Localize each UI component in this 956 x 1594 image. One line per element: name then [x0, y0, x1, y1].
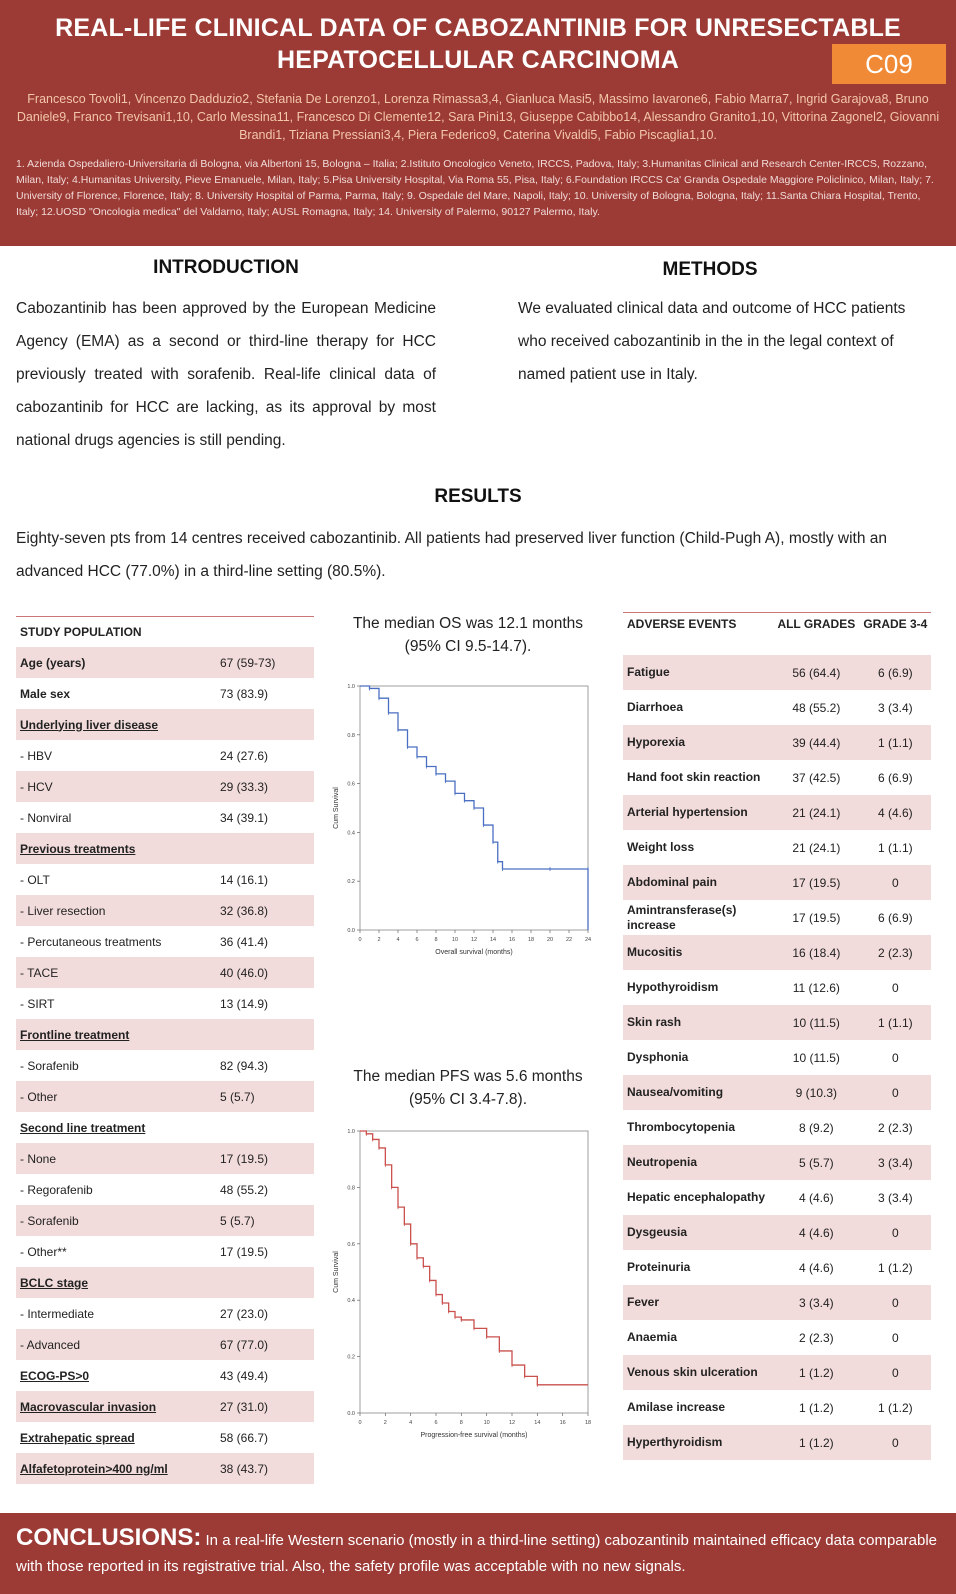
adverse-event-all-grades: 4 (4.6) — [798, 1190, 834, 1205]
x-tick-label: 18 — [527, 937, 535, 943]
population-row — [16, 926, 314, 957]
population-label: - Sorafenib — [20, 1058, 79, 1073]
adverse-event-all-grades: 8 (9.2) — [798, 1120, 834, 1135]
population-row — [16, 740, 314, 771]
adverse-event-row — [623, 655, 931, 690]
adverse-event-all-grades: 21 (24.1) — [773, 795, 860, 830]
population-label: - None — [16, 1143, 216, 1174]
progression-free-survival-chart — [330, 1125, 600, 1460]
population-label: Frontline treatment — [16, 1019, 216, 1050]
population-label: Macrovascular invasion — [16, 1391, 216, 1422]
poster-title: REAL-LIFE CLINICAL DATA OF CABOZANTINIB FOR UNRESECTABLE HEPATOCELLULAR CARCINOMA — [55, 14, 901, 74]
population-label: - Sorafenib — [16, 1205, 216, 1236]
population-value: 17 (19.5) — [216, 1143, 314, 1174]
population-row — [16, 647, 314, 678]
adverse-event-all-grades: 1 (1.2) — [773, 1425, 860, 1460]
population-row — [16, 1360, 314, 1391]
population-label: - Regorafenib — [20, 1182, 93, 1197]
os-caption: The median OS was 12.1 months (95% CI 9.5-14.7). — [352, 615, 584, 655]
adverse-event-all-grades: 4 (4.6) — [798, 1260, 834, 1275]
adverse-event-grade-3-4: 6 (6.9) — [860, 655, 931, 690]
population-row — [16, 895, 314, 926]
adverse-event-row — [623, 1355, 931, 1390]
population-row — [16, 678, 314, 709]
adverse-events-table — [623, 613, 931, 1460]
conclusions-heading: CONCLUSIONS: — [16, 1524, 202, 1551]
population-row — [16, 1019, 314, 1050]
adverse-event-name: Hepatic encephalopathy — [627, 1190, 766, 1204]
adverse-event-name: Diarrhoea — [627, 700, 684, 714]
ae-header-event: ADVERSE EVENTS — [627, 617, 737, 631]
ae-header-grade-3-4: GRADE 3-4 — [863, 617, 928, 631]
population-row — [16, 1112, 314, 1143]
population-label: Previous treatments — [16, 833, 216, 864]
population-value: 17 (19.5) — [220, 1244, 269, 1259]
population-value: 67 (77.0) — [216, 1329, 314, 1360]
adverse-event-row — [623, 830, 931, 865]
adverse-event-row — [623, 1075, 931, 1110]
adverse-event-all-grades: 10 (11.5) — [792, 1050, 840, 1065]
population-row — [16, 1329, 314, 1360]
population-label: - SIRT — [20, 996, 55, 1011]
population-row — [16, 802, 314, 833]
adverse-event-all-grades: 21 (24.1) — [792, 840, 841, 855]
introduction-text: Cabozantinib has been approved by the European Medicine Agency (EMA) as a second or third-line therapy for HCC previously treated with sorafenib. Real-life clinical data of cabozantinib for HCC are lacking, as its approval by most national drugs agencies is still pending. — [16, 300, 436, 449]
adverse-event-grade-3-4: 2 (2.3) — [860, 935, 931, 970]
population-value: 13 (14.9) — [220, 996, 269, 1011]
population-value: 67 (59-73) — [216, 647, 314, 678]
y-tick-label: 0.8 — [347, 1185, 355, 1192]
x-tick-label: 12 — [508, 1420, 516, 1426]
adverse-event-grade-3-4: 1 (1.1) — [860, 725, 931, 760]
adverse-event-row — [623, 760, 931, 795]
population-label: - HCV — [16, 771, 216, 802]
population-label: - TACE — [16, 957, 216, 988]
population-label: - Intermediate — [20, 1306, 95, 1321]
population-row — [16, 1174, 314, 1205]
population-value: 38 (43.7) — [216, 1453, 314, 1484]
population-row — [16, 1267, 314, 1298]
population-value: 43 (49.4) — [220, 1368, 269, 1383]
adverse-event-name: Fever — [623, 1285, 773, 1320]
population-row — [16, 1422, 314, 1453]
population-row — [16, 1050, 314, 1081]
study-population-table — [16, 616, 314, 1484]
adverse-event-name: Hyperthyroidism — [623, 1425, 773, 1460]
population-label: - OLT — [20, 872, 50, 887]
adverse-event-row — [623, 1180, 931, 1215]
adverse-event-all-grades: 4 (4.6) — [773, 1215, 860, 1250]
adverse-event-grade-3-4: 0 — [891, 1050, 899, 1065]
adverse-event-row — [623, 865, 931, 900]
x-tick-label: 16 — [508, 937, 516, 943]
population-label: - Liver resection — [16, 895, 216, 926]
population-value: 27 (23.0) — [220, 1306, 269, 1321]
adverse-event-grade-3-4: 0 — [860, 1075, 931, 1110]
adverse-event-grade-3-4: 0 — [891, 980, 899, 995]
adverse-event-all-grades: 16 (18.4) — [773, 935, 860, 970]
x-tick-label: 14 — [534, 1420, 541, 1426]
population-label: - Other** — [20, 1244, 67, 1259]
adverse-event-grade-3-4: 0 — [891, 1330, 899, 1345]
adverse-event-name: Venous skin ulceration — [623, 1355, 773, 1390]
methods-heading: METHODS — [662, 259, 758, 280]
population-value — [216, 833, 314, 864]
adverse-event-row — [623, 725, 931, 760]
population-value: 29 (33.3) — [216, 771, 314, 802]
results-heading: RESULTS — [434, 486, 522, 507]
study-population-heading: STUDY POPULATION — [20, 624, 142, 639]
adverse-event-name: Dysgeusia — [623, 1215, 773, 1250]
adverse-event-name: Amintransferase(s) increase — [627, 902, 737, 932]
adverse-event-all-grades: 3 (3.4) — [773, 1285, 860, 1320]
population-value: 5 (5.7) — [216, 1205, 314, 1236]
adverse-event-grade-3-4: 3 (3.4) — [877, 700, 913, 715]
x-tick-label: 22 — [565, 937, 573, 943]
adverse-event-grade-3-4: 6 (6.9) — [877, 770, 913, 785]
population-value: 82 (94.3) — [220, 1058, 269, 1073]
overall-survival-chart — [330, 680, 600, 980]
x-tick-label: 6 — [434, 1420, 438, 1426]
poster-header — [0, 0, 956, 246]
x-tick-label: 24 — [584, 937, 592, 943]
x-tick-label: 14 — [489, 937, 497, 943]
conclusions-block — [16, 1525, 944, 1580]
adverse-event-row — [623, 1005, 931, 1040]
adverse-event-all-grades: 1 (1.2) — [773, 1355, 860, 1390]
population-value: 27 (31.0) — [216, 1391, 314, 1422]
population-value — [216, 709, 314, 740]
population-value: 40 (46.0) — [216, 957, 314, 988]
adverse-event-grade-3-4: 1 (1.1) — [877, 840, 913, 855]
adverse-event-row — [623, 1390, 931, 1425]
adverse-event-row — [623, 900, 931, 935]
adverse-event-row — [623, 1250, 931, 1285]
adverse-event-all-grades: 5 (5.7) — [773, 1145, 860, 1180]
x-tick-label: 16 — [559, 1420, 566, 1426]
population-row — [16, 1453, 314, 1484]
adverse-event-row — [623, 1425, 931, 1460]
population-value: 34 (39.1) — [220, 810, 269, 825]
adverse-event-row — [623, 1110, 931, 1145]
adverse-event-name: Anaemia — [627, 1330, 678, 1344]
population-value — [216, 1112, 314, 1143]
adverse-event-all-grades: 1 (1.2) — [798, 1400, 834, 1415]
y-tick-label: 0.4 — [347, 1298, 355, 1305]
adverse-event-grade-3-4: 0 — [860, 865, 931, 900]
affiliations: 1. Azienda Ospedaliero-Universitaria di Bologna, via Albertoni 15, Bologna – Italia; 2.Istituto Oncologico Veneto, IRCCS, Padova, Italy; 3.Humanitas Clinical and Research Center-IRCCS, Rozzano, Milan, Italy; 4.Humanitas University, Pieve Emanuele, Milan, Italy; 5.Pisa University Hospital, Via Roma 55, Pisa, Italy; 6.Foundation IRCCS Ca' Granda Ospedale Maggiore Policlinico, Milan, Italy; 7. University of Florence, Florence, Italy; 8. University Hospital of Parma, Parma, Italy; 9. Ospedale del Mare, Napoli, Italy; 10. University of Bologna, Bologna, Italy; 11.Santa Chiara Hospital, Trento, Italy; 12.UOSD "Oncologia medica" del Valdarno, Italy; AUSL Romagna, Italy; 14. University of Palermo, 90127 Palermo, Italy. — [16, 158, 934, 218]
survival-curve — [360, 1131, 588, 1385]
adverse-event-all-grades: 56 (64.4) — [773, 655, 860, 690]
adverse-event-all-grades: 10 (11.5) — [773, 1005, 860, 1040]
population-row — [16, 1205, 314, 1236]
adverse-event-grade-3-4: 2 (2.3) — [877, 1120, 913, 1135]
y-tick-label: 0.6 — [347, 781, 355, 788]
y-tick-label: 0.2 — [347, 1354, 355, 1361]
conclusions-text: In a real-life Western scenario (mostly in a third-line setting) cabozantinib maintained efficacy data comparable with those reported in its registrative trial. Also, the safety profile was acceptable with no new signals. — [16, 1532, 937, 1575]
y-tick-label: 0.8 — [347, 732, 355, 739]
population-value: 32 (36.8) — [216, 895, 314, 926]
population-value — [216, 1019, 314, 1050]
population-value — [216, 1267, 314, 1298]
population-row — [16, 833, 314, 864]
ae-header-all-grades: ALL GRADES — [777, 617, 856, 631]
adverse-event-name: Dysphonia — [627, 1050, 689, 1064]
adverse-event-name: Thrombocytopenia — [627, 1120, 736, 1134]
x-tick-label: 4 — [409, 1420, 413, 1426]
population-label: Underlying liver disease — [16, 709, 216, 740]
population-label: Male sex — [20, 686, 71, 701]
x-tick-label: 20 — [546, 937, 554, 943]
population-label: - Percutaneous treatments — [20, 934, 162, 949]
population-row — [16, 1391, 314, 1422]
population-row — [16, 709, 314, 740]
x-tick-label: 12 — [470, 937, 478, 943]
adverse-event-all-grades: 2 (2.3) — [798, 1330, 834, 1345]
population-row — [16, 1298, 314, 1329]
adverse-event-grade-3-4: 1 (1.1) — [860, 1005, 931, 1040]
population-value: 5 (5.7) — [216, 1081, 314, 1112]
adverse-event-name: Fatigue — [623, 655, 773, 690]
adverse-event-name: Hyporexia — [623, 725, 773, 760]
adverse-event-grade-3-4: 6 (6.9) — [877, 910, 913, 925]
introduction-heading: INTRODUCTION — [153, 257, 299, 278]
y-tick-label: 1.0 — [347, 684, 355, 690]
x-tick-label: 0 — [358, 1420, 362, 1426]
population-label: - Other — [16, 1081, 216, 1112]
population-row — [16, 771, 314, 802]
adverse-event-name: Skin rash — [623, 1005, 773, 1040]
adverse-event-row — [623, 1320, 931, 1355]
pfs-caption: The median PFS was 5.6 months (95% CI 3.4-7.8). — [353, 1068, 583, 1108]
adverse-event-all-grades: 11 (12.6) — [792, 980, 840, 995]
adverse-event-all-grades: 17 (19.5) — [792, 910, 841, 925]
adverse-event-name: Abdominal pain — [623, 865, 773, 900]
adverse-event-all-grades: 37 (42.5) — [792, 770, 841, 785]
population-label: ECOG-PS>0 — [20, 1368, 90, 1383]
population-row — [16, 957, 314, 988]
x-tick-label: 2 — [383, 1420, 387, 1426]
results-text: Eighty-seven pts from 14 centres received cabozantinib. All patients had preserved liver function (Child-Pugh A), mostly with an advanced HCC (77.0%) in a third-line setting (80.5%). — [16, 530, 888, 580]
adverse-event-all-grades: 39 (44.4) — [773, 725, 860, 760]
adverse-event-all-grades: 48 (55.2) — [792, 700, 841, 715]
population-row — [16, 1236, 314, 1267]
adverse-event-name: Neutropenia — [623, 1145, 773, 1180]
population-row — [16, 864, 314, 895]
y-axis-label: Cum Survival — [333, 787, 340, 829]
adverse-event-grade-3-4: 3 (3.4) — [877, 1190, 913, 1205]
adverse-event-row — [623, 795, 931, 830]
x-tick-label: 0 — [358, 937, 362, 943]
author-list: Francesco Tovoli1, Vincenzo Dadduzio2, Stefania De Lorenzo1, Lorenza Rimassa3,4, Gianluca Masi5, Massimo Iavarone6, Fabio Marra7, Ingrid Garajova8, Bruno Daniele9, Franco Trevisani1,10, Carlo Messina11, Francesco Di Clemente12, Sara Pini13, Giuseppe Cabibbo14, Alessandro Granito1,10, Vittorina Zagonel2, Giovanni Brandi1, Tiziana Pressiani3,4, Piera Federico9, Caterina Vivaldi5, Fabio Piscaglia1,10. — [16, 92, 940, 142]
population-label: - Nonviral — [20, 810, 72, 825]
x-tick-label: 10 — [483, 1420, 490, 1426]
adverse-event-row — [623, 1145, 931, 1180]
adverse-event-name: Hand foot skin reaction — [627, 770, 761, 784]
adverse-event-row — [623, 690, 931, 725]
adverse-event-name: Weight loss — [627, 840, 695, 854]
population-label: - HBV — [20, 748, 53, 763]
adverse-event-grade-3-4: 3 (3.4) — [860, 1145, 931, 1180]
population-value: 73 (83.9) — [220, 686, 269, 701]
adverse-event-grade-3-4: 0 — [860, 1215, 931, 1250]
population-label: Second line treatment — [20, 1120, 146, 1135]
adverse-event-name: Nausea/vomiting — [623, 1075, 773, 1110]
adverse-event-name: Proteinuria — [627, 1260, 691, 1274]
plot-frame — [360, 1131, 588, 1413]
adverse-event-grade-3-4: 1 (1.2) — [877, 1400, 913, 1415]
adverse-event-name: Arterial hypertension — [623, 795, 773, 830]
population-label: - Advanced — [16, 1329, 216, 1360]
adverse-event-row — [623, 970, 931, 1005]
x-axis-label: Overall survival (months) — [435, 949, 513, 956]
adverse-event-grade-3-4: 0 — [860, 1355, 931, 1390]
x-tick-label: 18 — [584, 1420, 592, 1426]
x-tick-label: 8 — [434, 937, 438, 943]
y-tick-label: 0.4 — [347, 830, 355, 837]
population-value: 14 (16.1) — [220, 872, 269, 887]
adverse-event-grade-3-4: 0 — [860, 1285, 931, 1320]
x-tick-label: 2 — [377, 937, 381, 943]
y-tick-label: 0.2 — [347, 879, 355, 886]
conclusions-footer — [0, 1513, 956, 1594]
adverse-event-row — [623, 1040, 931, 1075]
adverse-event-row — [623, 1215, 931, 1250]
y-axis-label: Cum Survival — [333, 1251, 340, 1293]
x-tick-label: 8 — [459, 1420, 463, 1426]
population-label: Age (years) — [16, 647, 216, 678]
adverse-event-row — [623, 935, 931, 970]
population-label: BCLC stage — [16, 1267, 216, 1298]
population-value: 48 (55.2) — [220, 1182, 269, 1197]
population-value: 58 (66.7) — [220, 1430, 269, 1445]
adverse-event-name: Hypothyroidism — [627, 980, 719, 994]
adverse-event-name: Amilase increase — [627, 1400, 726, 1414]
population-row — [16, 988, 314, 1019]
population-label: Extrahepatic spread — [20, 1430, 135, 1445]
adverse-event-all-grades: 17 (19.5) — [773, 865, 860, 900]
population-row — [16, 1081, 314, 1112]
x-axis-label: Progression-free survival (months) — [420, 1432, 528, 1439]
y-tick-label: 1.0 — [347, 1129, 355, 1135]
x-tick-label: 4 — [396, 937, 400, 943]
adverse-event-grade-3-4: 4 (4.6) — [860, 795, 931, 830]
poster-code-badge: C09 — [832, 44, 946, 84]
population-row — [16, 1143, 314, 1174]
y-tick-label: 0.0 — [347, 1411, 355, 1417]
population-value: 36 (41.4) — [220, 934, 269, 949]
adverse-event-grade-3-4: 0 — [860, 1425, 931, 1460]
adverse-event-row — [623, 1285, 931, 1320]
x-tick-label: 6 — [415, 937, 419, 943]
y-tick-label: 0.0 — [347, 928, 355, 934]
population-value: 24 (27.6) — [220, 748, 269, 763]
adverse-event-grade-3-4: 1 (1.2) — [877, 1260, 913, 1275]
methods-text: We evaluated clinical data and outcome of HCC patients who received cabozantinib in the in the legal context of named patient use in Italy. — [518, 300, 906, 383]
y-tick-label: 0.6 — [347, 1241, 355, 1248]
population-label: Alfafetoprotein>400 ng/ml — [16, 1453, 216, 1484]
adverse-event-name: Mucositis — [623, 935, 773, 970]
x-tick-label: 10 — [451, 937, 459, 943]
adverse-event-all-grades: 9 (10.3) — [773, 1075, 860, 1110]
